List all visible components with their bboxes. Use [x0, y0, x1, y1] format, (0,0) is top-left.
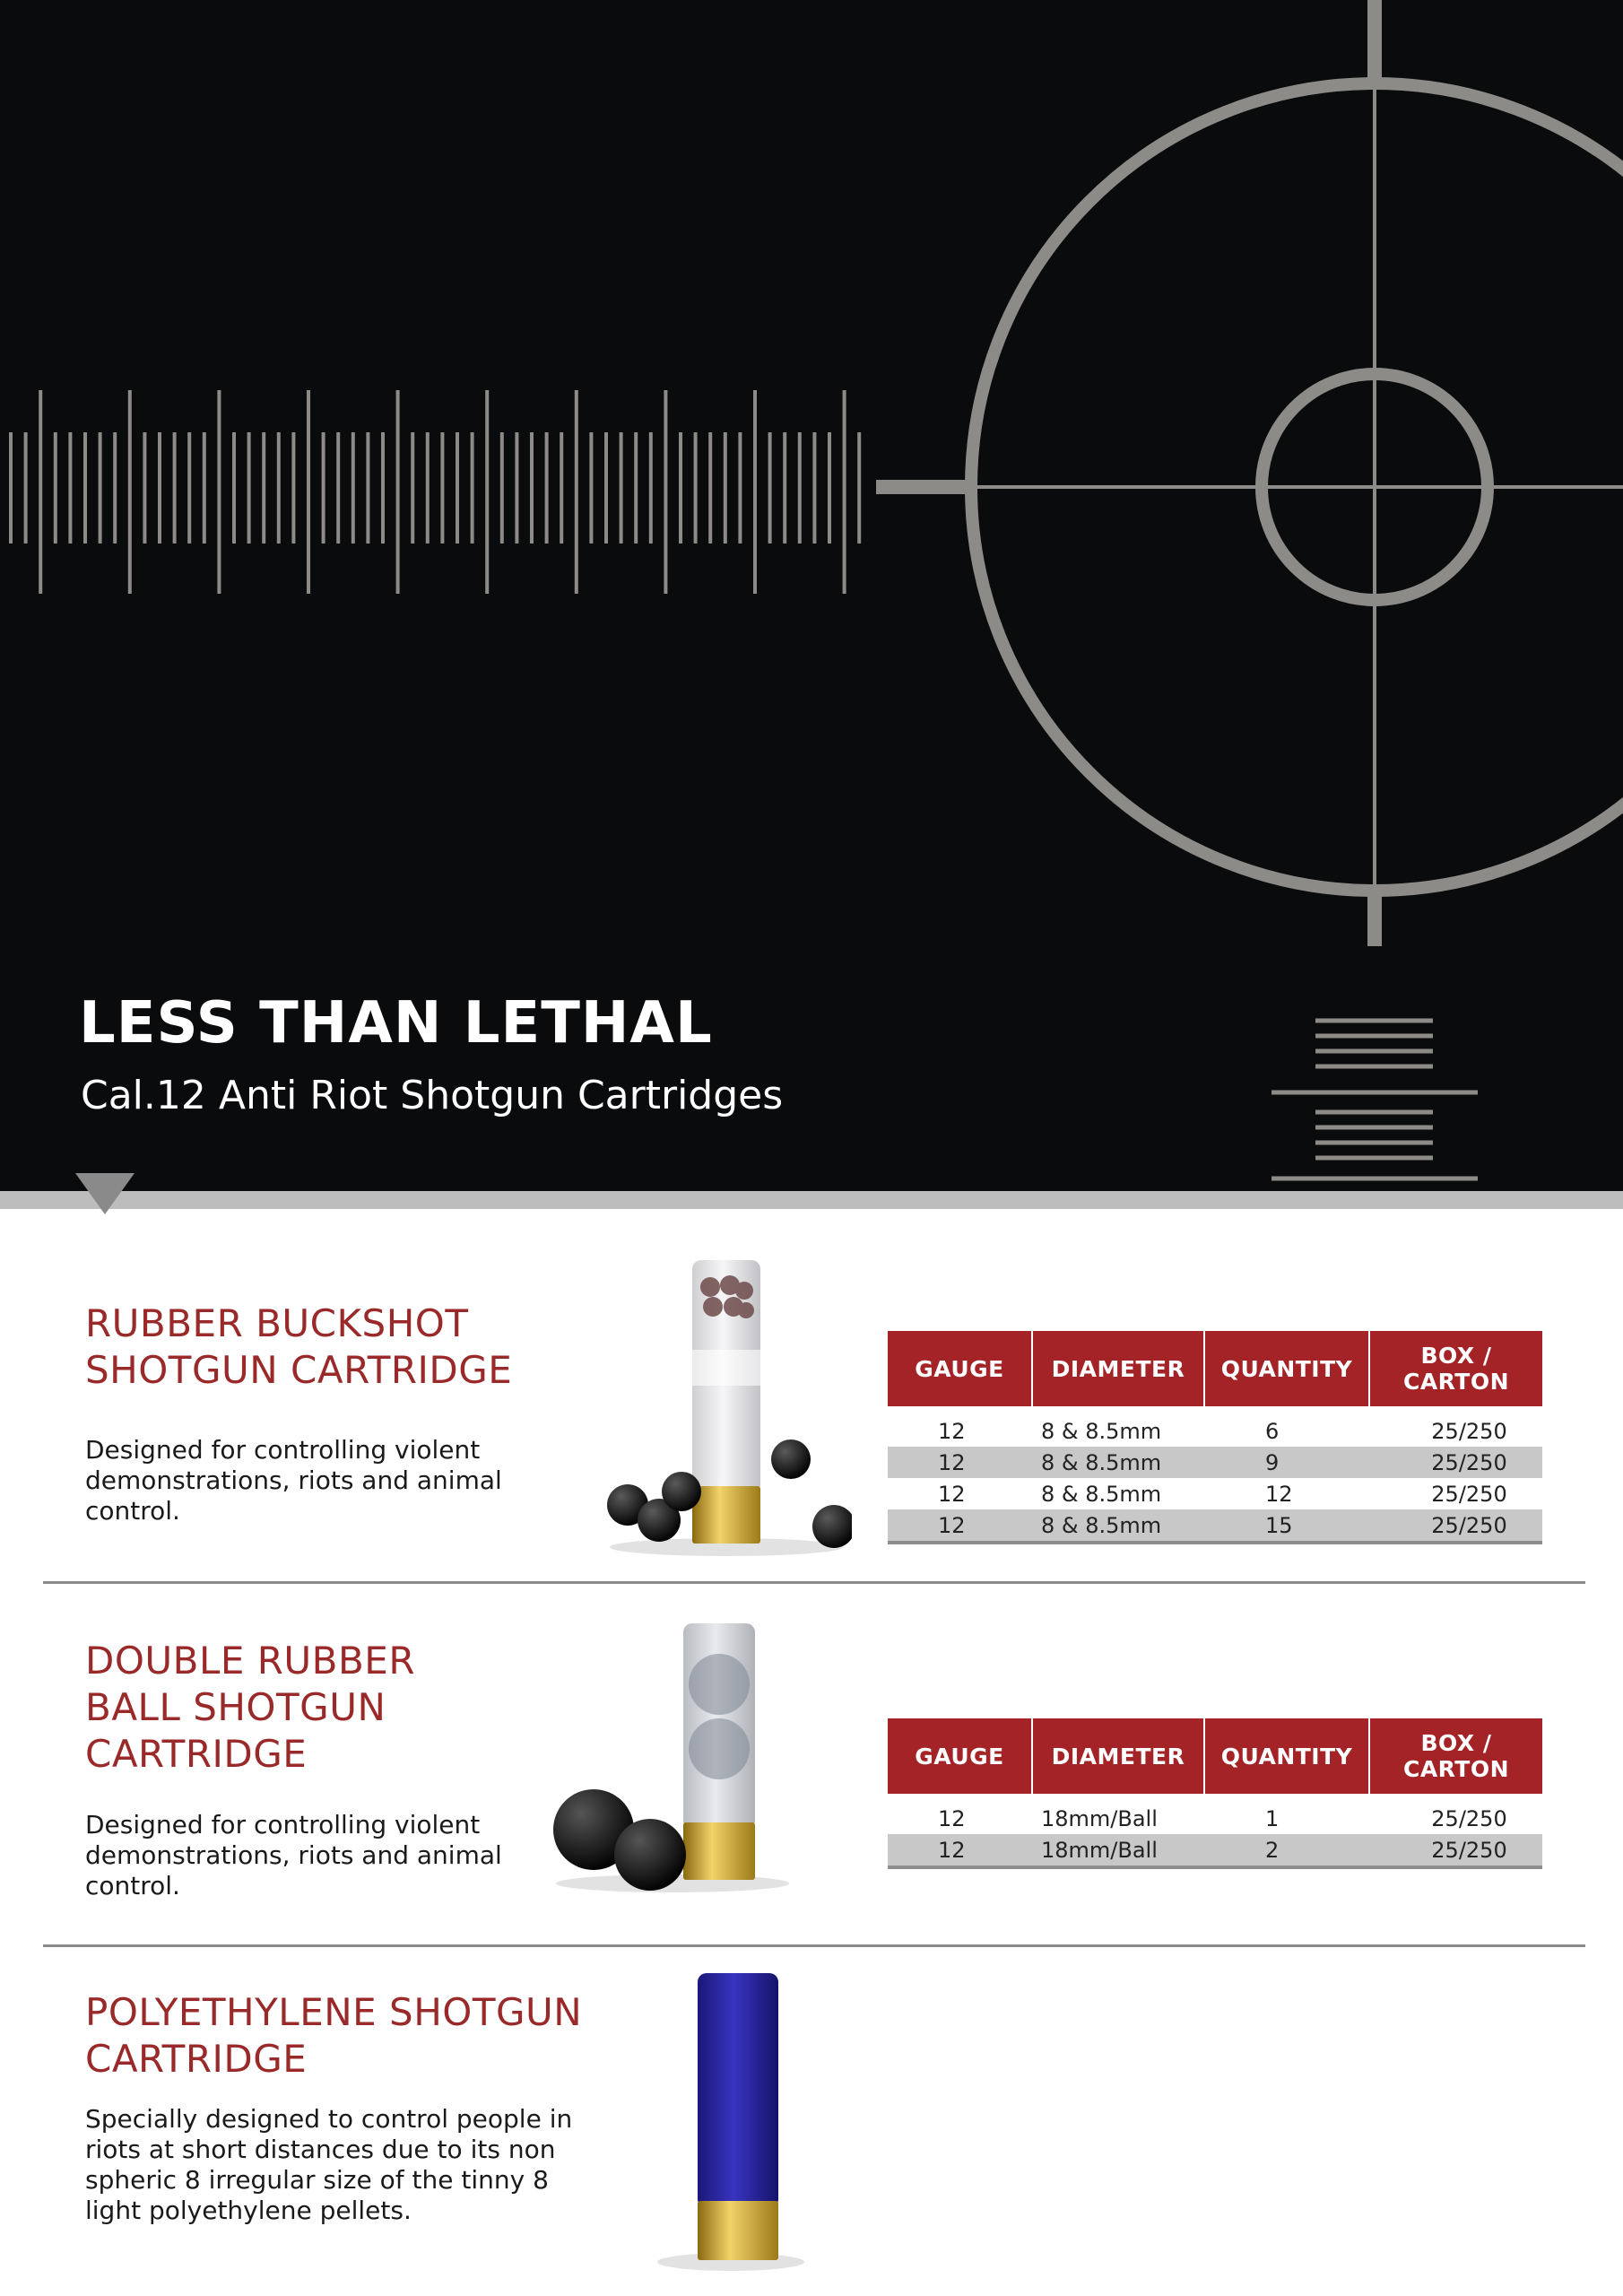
- stadia-lines: [1271, 1021, 1478, 1178]
- description-line: demonstrations, riots and animal: [85, 1465, 502, 1495]
- polyethylene-cartridge-image: [655, 1970, 807, 2274]
- header-diameter: DIAMETER: [1032, 1331, 1204, 1406]
- description-line: Designed for controlling violent: [85, 1810, 481, 1839]
- cell-quantity: 15: [1204, 1509, 1369, 1543]
- cell-gauge: 12: [888, 1834, 1032, 1867]
- page-title: LESS THAN LETHAL: [79, 990, 713, 1057]
- page-subtitle: Cal.12 Anti Riot Shotgun Cartridges: [81, 1073, 784, 1118]
- spec-table: [888, 1718, 1542, 1869]
- header-gauge: GAUGE: [888, 1331, 1032, 1406]
- cell-gauge: 12: [938, 1805, 966, 1831]
- buckshot-cartridge-image: [592, 1251, 852, 1565]
- cell-quantity: 9: [1204, 1447, 1369, 1478]
- cell-diameter: 8 & 8.5mm: [1041, 1481, 1162, 1507]
- header-quantity: QUANTITY: [1204, 1331, 1369, 1406]
- cell-diameter: 18mm/Ball: [1032, 1834, 1204, 1867]
- table-header-row: [888, 1331, 1542, 1406]
- description-line: Specially designed to control people in: [85, 2104, 573, 2134]
- cell-quantity: 12: [1265, 1481, 1293, 1507]
- table-row: [888, 1447, 1542, 1478]
- cell-box-carton: 25/250: [1431, 1481, 1507, 1507]
- description-line: light polyethylene pellets.: [85, 2196, 412, 2225]
- description-line: demonstrations, riots and animal: [85, 1840, 502, 1870]
- header-quantity: QUANTITY: [1204, 1718, 1369, 1794]
- cell-gauge: 12: [888, 1447, 1032, 1478]
- spec-table: [888, 1331, 1542, 1544]
- product-title: [85, 1989, 582, 2083]
- cell-diameter: 8 & 8.5mm: [1032, 1509, 1204, 1543]
- table-row: [888, 1415, 1542, 1447]
- title-line: BALL SHOTGUN: [85, 1685, 386, 1729]
- product-description: [85, 1810, 502, 1901]
- product-description: [85, 2104, 572, 2226]
- header-gauge: GAUGE: [888, 1718, 1032, 1794]
- cell-quantity: 6: [1265, 1418, 1280, 1444]
- cell-quantity: 1: [1265, 1805, 1280, 1831]
- title-line: DOUBLE RUBBER: [85, 1639, 416, 1683]
- description-line: Designed for controlling violent: [85, 1435, 481, 1465]
- table-header-row: [888, 1718, 1542, 1794]
- title-line: POLYETHYLENE SHOTGUN: [85, 1990, 583, 2034]
- title-line: SHOTGUN CARTRIDGE: [85, 1348, 513, 1392]
- product-description: [85, 1435, 502, 1526]
- cell-box-carton: 25/250: [1369, 1509, 1542, 1543]
- header-diameter: DIAMETER: [1032, 1718, 1204, 1794]
- cell-gauge: 12: [888, 1509, 1032, 1543]
- product-title: [85, 1638, 415, 1778]
- cell-diameter: 8 & 8.5mm: [1032, 1447, 1204, 1478]
- down-arrow-icon: [75, 1173, 135, 1214]
- product-title: [85, 1300, 512, 1394]
- ruler-ticks: [11, 390, 859, 594]
- description-line: control.: [85, 1496, 180, 1526]
- section-divider: [43, 1581, 1585, 1584]
- cell-box-carton: 25/250: [1369, 1447, 1542, 1478]
- table-row: [888, 1803, 1542, 1834]
- description-line: control.: [85, 1871, 180, 1900]
- header-box-carton: BOX / CARTON: [1369, 1331, 1542, 1406]
- title-line: CARTRIDGE: [85, 2037, 308, 2081]
- description-line: spheric 8 irregular size of the tinny 8: [85, 2165, 549, 2195]
- cell-gauge: 12: [938, 1418, 966, 1444]
- cell-box-carton: 25/250: [1369, 1834, 1542, 1867]
- section-divider: [43, 1944, 1585, 1947]
- cell-box-carton: 25/250: [1431, 1805, 1507, 1831]
- table-row: [888, 1834, 1542, 1867]
- table-row: [888, 1509, 1542, 1543]
- cell-quantity: 2: [1204, 1834, 1369, 1867]
- header-divider-band: [0, 1191, 1623, 1209]
- table-row: [888, 1478, 1542, 1509]
- description-line: riots at short distances due to its non: [85, 2135, 556, 2164]
- cell-box-carton: 25/250: [1431, 1418, 1507, 1444]
- double-ball-cartridge-image: [538, 1614, 798, 1892]
- cell-gauge: 12: [938, 1481, 966, 1507]
- cell-diameter: 8 & 8.5mm: [1041, 1418, 1162, 1444]
- header-box-carton: BOX / CARTON: [1369, 1718, 1542, 1794]
- title-line: CARTRIDGE: [85, 1732, 308, 1776]
- title-line: RUBBER BUCKSHOT: [85, 1301, 469, 1345]
- cell-diameter: 18mm/Ball: [1041, 1805, 1158, 1831]
